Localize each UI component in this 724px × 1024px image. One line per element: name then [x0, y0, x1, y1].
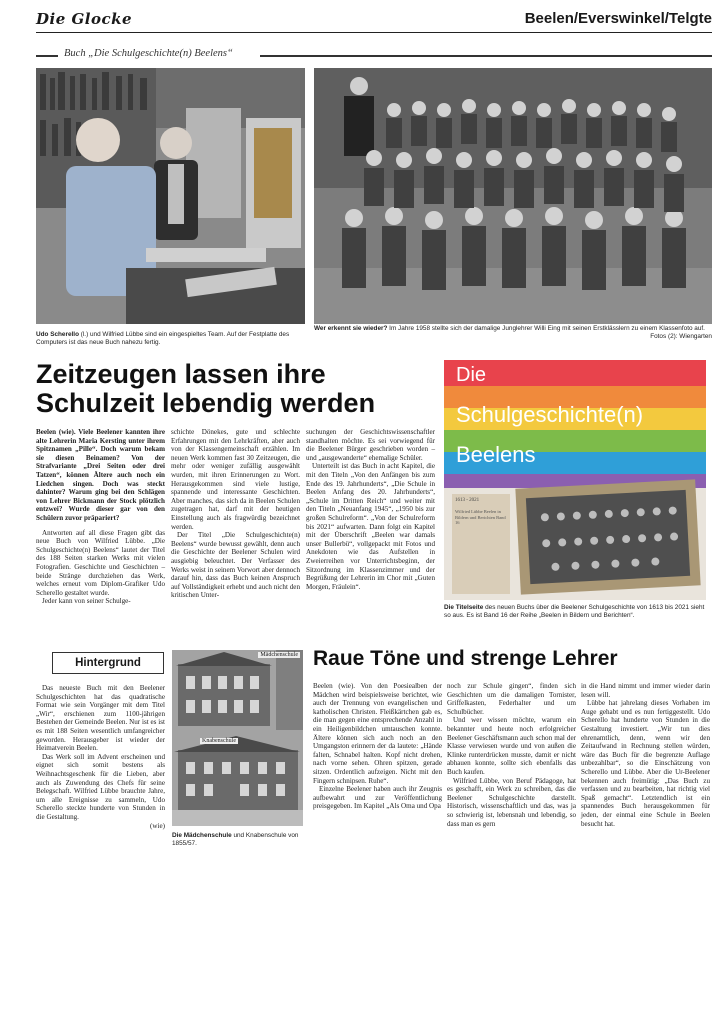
article2-col2-p3: Wilfried Lübbe, von Beruf Pädagoge, hat es geschafft, ein Werk zu schreiben, das die Beelener Schulgeschichte darstellt. Historisch, wissenschaftlich und das, was ja so schwierig ist, lebensnah und lebendig, so dass man es gern: [447, 776, 576, 828]
hintergrund-p1: Das neueste Buch mit den Beelener Schulgeschichten hat das quadratische Format wie sein Vorgänger mit dem Titel „Wir“, erschienen zum 1100-jährigen Bestehen der Gemeinde Beelen. Nur ist es ist es mit 188 Seiten wesentlich umfangreicher geworden. Herausgeber ist wieder der Heimatverein Beelen.: [36, 684, 165, 753]
article1-headline-line2: Schulzeit lebendig werden: [36, 388, 376, 418]
article2-col3: [581, 682, 710, 828]
article2-col1-p2: Einzelne Beelener haben auch ihr Zeugnis aufbewahrt und zur Veröffentlichung preisgegeben. Im Kapitel „Als Oma und Opa: [313, 785, 442, 811]
article1-col1-p2: Antworten auf all diese Fragen gibt das neue Buch von Wilfried Lübbe. „Die Schulgeschichte(n) Beelens“ lautet der Titel des 188 Seiten starken Werks mit vielen Fotografien. Geschichte und Geschichten – beide Stränge durchziehen das Werk, welches erneut vom Diplom-Grafiker Udo Scherello gestaltet wurde.: [36, 528, 165, 597]
photo-schools: [172, 650, 303, 826]
article2-col3-p1: in die Hand nimmt und immer wieder darin lesen will.: [581, 682, 710, 699]
caption-class-text: Im Jahre 1958 stellte sich der damalige Junglehrer Willi Eing mit seinen Erstklässlern zu einem Klassenfoto auf.: [387, 325, 705, 332]
article2-col2-p1: noch zur Schule gingen“, finden sich Geschichten um die damaligen Tornister, Griffelkasten, Federhalter und um Schulbücher.: [447, 682, 576, 716]
caption-authors-text: (l.) und Wilfried Lübbe sind ein eingespieltes Team. Auf der Festplatte des Computers ist das neue Buch nahezu fertig.: [36, 331, 290, 346]
cover-title-line3: Beelens: [456, 442, 536, 467]
caption-authors: [36, 331, 305, 346]
article2-col2: [447, 682, 576, 828]
caption-schools-text: und Knabenschule von 1855/57.: [172, 832, 299, 847]
hintergrund-signature: (wie): [150, 821, 165, 830]
photo-class-1958: [314, 68, 712, 324]
cover-info-panel: [452, 494, 510, 594]
article2-col1: [313, 682, 442, 811]
photo-credit: Fotos (2): Wiengarten: [650, 332, 712, 340]
article1-col3-p1: suchungen der Geschichtswissenschaftler standhalten möchte. Es sei vorwiegend für die Beelener Bürger geschrieben worden – und „ausgewanderte“ ehemalige Schüler.: [306, 428, 435, 462]
cover-class-photo: [515, 479, 700, 594]
article2-col2-p2: Und wer wissen möchte, warum ein bekannter und heute noch erfolgreicher Beelener Geschäftsmann auch schon mal der Klasse verwiesen wurde und von außen die Klinke runterdrücken musste, damit er nicht abhauen konnte, sollte sich ebenfalls das Buch kaufen.: [447, 716, 576, 776]
article1-col3-p2: Unterteilt ist das Buch in acht Kapitel, die mit den Titeln „Von den Anfängen bis zum Ende des 19. Jahrhunderts“, „Die Schule in Beelen Anfang des 20. Jahrhunderts“, „Schule im Dritten Reich“ und weiter mit den Titeln „Neuanfang 1945“, „1950 bis zur großen Schulreform“. „Von der Schulreform bis 2021“ aufwarten. Dann folgt ein Kapitel mit der Überschrift „Beelen war damals unser Bullerbü“, vollgepackt mit Fotos und Anekdoten wie das Aufstellen in Zweierreihen vor Unterrichtsbeginn, der Sitzordnung im Klassenzimmer und der Begrüßung der Lehrerin im Chor mit „Guten Morgen, Fräulein“.: [306, 462, 435, 591]
article1-col2-p1: schichte Dönekes, gute und schlechte Erfahrungen mit den Lehrkräften, aber auch von der Klassengemeinschaft erzählen. Im neuen Werk kommen fast 30 Zeitzeugen, die mehr oder weniger zufällig ausgewählt wurden, mit ihren Erinnerungen zu Wort. Herausgekommen sind viele lustige, spannende und interessante Geschichten. Aber manches, das sich da in Beelen Schulen zugetragen hat, darf mit der heutigen Einstellung auch als fragwürdig bezeichnet werden.: [171, 428, 300, 531]
hintergrund-title: Hintergrund: [75, 657, 141, 669]
cover-title-line1: Die: [456, 364, 487, 386]
photo-class-image: [314, 68, 712, 324]
hintergrund-p2: Das Werk soll im Advent erscheinen und eignet sich somit bestens als Weihnachtsgeschenk für die Lieben, aber auch als Zuwendung des Chefs für seine Belegschaft. Wilfried Lübbe brauchte Jahre, um alle Ereignisse zu sammeln, Udo Scherello steckte hunderte von Stunden in die Gestaltung.: [36, 752, 165, 821]
section-title: Beelen/Everswinkel/Telgte: [524, 10, 712, 27]
article1-col2: [171, 428, 300, 600]
caption-cover-text: des neuen Buchs über die Beelener Schulgeschichte von 1613 bis 2021 sieht so aus. Es ist Band 16 der Reihe „Beelen in Bildern und Berichten“.: [444, 604, 705, 619]
hintergrund-text: [36, 684, 165, 830]
sign-knabenschule: Knabenschule: [202, 738, 236, 744]
article1-col1: [36, 428, 165, 606]
caption-cover: [444, 604, 706, 619]
article2-col1-p1: Beelen (wie). Von den Poesiealben der Mädchen wird beispielsweise berichtet, wie auch der Trennung von evangelischen und katholischen Christen. Fleißkärtchen gab es, die man gegen eine entsprechende Anzahl in ein Heiligenbildchen umtauschen konnte. Ältere können sich auch noch an den Umgangston erinnern der da lautete: „Hände falten, Schnabel halten. Kopf nicht drehen, nach vorne sehen. Ohren spitzen, gerade sitzen. Ordentlich aufzeigen. Nicht mit den Fingern schnipsen. Ruhe“.: [313, 682, 442, 785]
cover-title-line2: Schulgeschichte(n): [456, 402, 644, 427]
cover-series: Wilfried Lübbe Beelen in Bildern und Berichten Band 16: [455, 509, 506, 525]
hintergrund-box: [52, 652, 164, 674]
book-cover: [444, 360, 706, 600]
article1-headline: [36, 360, 436, 418]
cover-photo-frame: [515, 479, 700, 594]
masthead: [36, 10, 712, 33]
article2-headline: Raue Töne und strenge Lehrer: [313, 647, 618, 670]
article1-lead: Beelen (wie). Viele Beelener kannten ihre alte Lehrerin Maria Kersting unter ihrem Spitznamen „Pille“. Doch warum bekam sie diesen Beinamen? Von der Strafvariante „Drei Seiten oder drei Tatzen“, können Ältere auch noch ein Liedchen singen. Doch was steckt dahinter? Warum ging bei den Schlägen von Lehrer Bickmann der Stock plötzlich entzwei? Wurde dieser gar von den Schülern zuvor präpariert?: [36, 428, 165, 522]
kicker-rule-right: [260, 55, 712, 57]
article1-col3: [306, 428, 435, 591]
newspaper-logo: Die Glocke: [36, 10, 133, 28]
article1-col1-p3: Jeder kann von seiner Schulge-: [42, 597, 131, 606]
caption-class-bold: Wer erkennt sie wieder?: [314, 325, 388, 332]
caption-cover-bold: Die Titelseite: [444, 604, 484, 611]
kicker-text: Buch „Die Schulgeschichte(n) Beelens“: [64, 48, 233, 59]
article1-headline-line1: Zeitzeugen lassen ihre: [36, 359, 326, 389]
article1-col2-p2: Der Titel „Die Schulgeschichte(n) Beelens“ wurde bewusst gewählt, denn auch die Geschichte der Beelener Schulen wird ausgiebig beleuchtet. Der Verfasser des Werks weist in seinem Vorwort aber dennoch darauf hin, dass das Buch keinen Anspruch auf Vollständigkeit erhebt und auch nicht den kritischen Unter-: [171, 531, 300, 600]
cover-years: 1613 - 2021: [455, 498, 480, 503]
caption-schools-bold: Die Mädchenschule: [172, 832, 232, 839]
caption-class: [314, 325, 712, 340]
article2-col3-p2: Lübbe hat jahrelang dieses Vorhaben im Auge gehabt und es nun fertiggestellt. Udo Scherello hat hunderte von Stunden in die Gestaltung investiert. „Wir tun dies ehrenamtlich, denn, wenn wir den Zeitaufwand in Rechnung stellen würden, wäre das Buch für die begrenzte Auflage unbezahlbar“, so die Einschätzung von Scherello und Lübbe. Aber die Ur-Beelener bekennen auch freimütig: „Das Buch zu verfassen und zu bearbeiten, hat richtig viel Spaß gemacht“. Letztendlich ist ein spannendes Buch herausgekommen für jeden, der einmal eine Schule in Beelen besucht hat.: [581, 699, 710, 828]
photo-authors: [36, 68, 305, 324]
kicker: [36, 48, 712, 62]
caption-schools: [172, 832, 303, 847]
caption-authors-bold: Udo Scherello: [36, 331, 79, 338]
sign-maedchenschule: Mädchenschule: [260, 652, 298, 658]
photo-authors-image: [36, 68, 305, 324]
kicker-rule-left: [36, 55, 58, 57]
